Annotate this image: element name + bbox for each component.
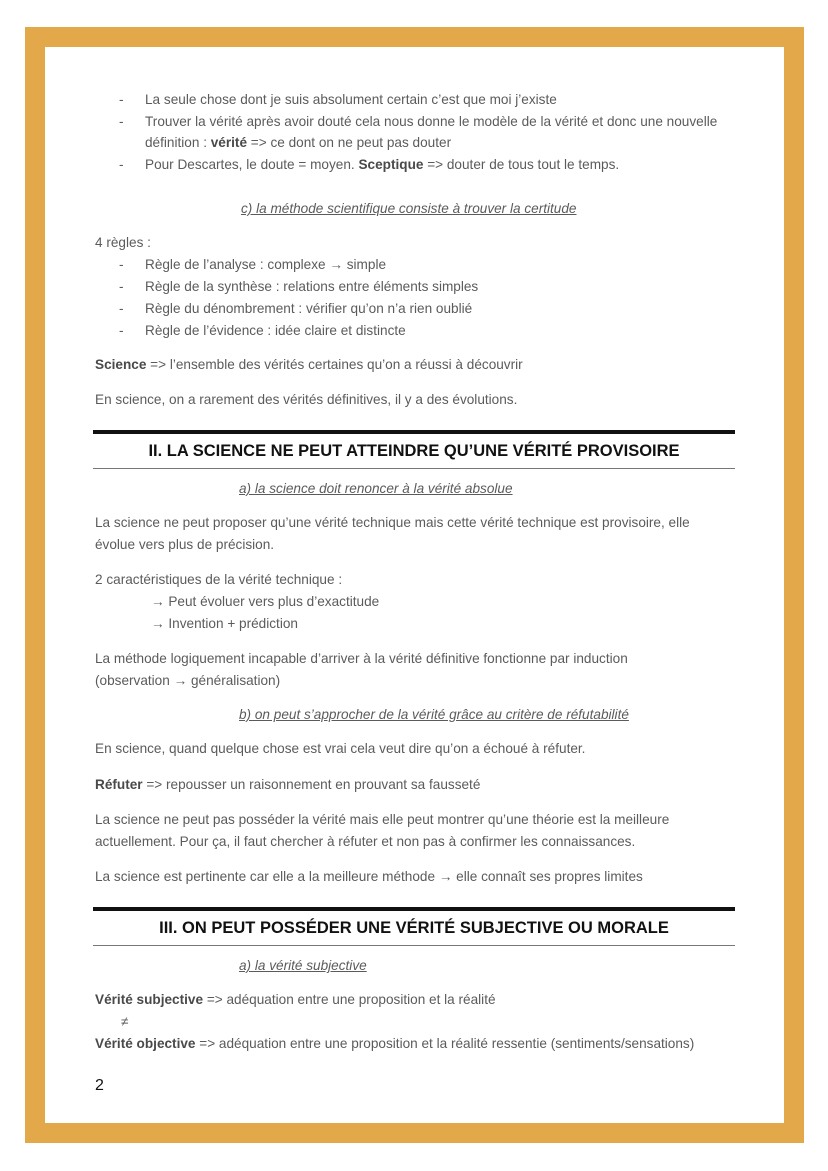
section-heading: II. LA SCIENCE NE PEUT ATTEINDRE QU’UNE VÉRITÉ PROVISOIRE <box>148 442 680 460</box>
page-border <box>25 27 804 1143</box>
heading-rule-bottom <box>93 945 735 946</box>
definition-objective <box>95 1034 694 1054</box>
bullet-text <box>145 155 619 175</box>
text-fragment: => adéquation entre une proposition et la réalité <box>203 992 496 1007</box>
text-fragment: => adéquation entre une proposition et la réalité ressentie (sentiments/sensations) <box>195 1036 695 1051</box>
definition-refuter <box>95 775 480 795</box>
rules-intro: 4 règles : <box>95 235 151 250</box>
bold-term: Vérité objective <box>95 1036 196 1051</box>
text-fragment: => repousser un raisonnement en prouvant sa fausseté <box>142 777 481 792</box>
bullet-dash: - <box>119 323 124 338</box>
document-page <box>45 47 784 1123</box>
heading-rule-bottom <box>93 468 735 469</box>
heading-rule-top <box>93 907 735 911</box>
paragraph: 2 caractéristiques de la vérité technique : <box>95 572 343 587</box>
definition-subjective <box>95 990 496 1010</box>
bullet-dash: - <box>119 157 124 172</box>
paragraph: La méthode logiquement incapable d’arriver à la vérité définitive fonctionne par induction <box>95 651 628 666</box>
bold-term: Sceptique <box>358 157 424 172</box>
text-fragment: => douter de tous tout le temps. <box>423 157 620 172</box>
bullet-dash: - <box>119 279 124 294</box>
rule-item: Règle de l’analyse : complexe → simple <box>145 257 387 272</box>
rule-item: Règle de l’évidence : idée claire et distincte <box>145 323 406 338</box>
subsection-title: b) on peut s’approcher de la vérité grâce au critère de réfutabilité <box>239 707 629 722</box>
not-equal-sign: ≠ <box>121 1014 129 1029</box>
bullet-dash: - <box>119 257 124 272</box>
paragraph: La science ne peut proposer qu’une vérité technique mais cette vérité technique est provisoire, elle <box>95 515 690 530</box>
bullet-text: Trouver la vérité après avoir douté cela nous donne le modèle de la vérité et donc une nouvelle <box>145 114 718 129</box>
section-heading: III. ON PEUT POSSÉDER UNE VÉRITÉ SUBJECTIVE OU MORALE <box>159 919 669 937</box>
subsection-title: a) la science doit renoncer à la vérité absolue <box>239 481 513 496</box>
bold-term: Science <box>95 357 147 372</box>
text-fragment: => ce dont on ne peut pas douter <box>247 135 452 150</box>
bold-term: Vérité subjective <box>95 992 204 1007</box>
paragraph: En science, on a rarement des vérités définitives, il y a des évolutions. <box>95 392 518 407</box>
paragraph: La science est pertinente car elle a la meilleure méthode → elle connaît ses propres limites <box>95 869 643 884</box>
bullet-text: La seule chose dont je suis absolument certain c’est que moi j’existe <box>145 92 557 107</box>
paragraph: La science ne peut pas posséder la vérité mais elle peut montrer qu’une théorie est la meilleure <box>95 812 670 827</box>
arrow-item: → Peut évoluer vers plus d’exactitude <box>151 594 380 609</box>
text-fragment: définition : <box>145 135 211 150</box>
bullet-dash: - <box>119 114 124 129</box>
definition-science <box>95 355 523 375</box>
bullet-text-continued <box>145 133 451 153</box>
paragraph: (observation → généralisation) <box>95 673 281 688</box>
paragraph: actuellement. Pour ça, il faut chercher à réfuter et non pas à confirmer les connaissances. <box>95 834 636 849</box>
heading-rule-top <box>93 430 735 434</box>
bold-term: Réfuter <box>95 777 143 792</box>
bullet-dash: - <box>119 301 124 316</box>
paragraph: évolue vers plus de précision. <box>95 537 275 552</box>
rule-item: Règle de la synthèse : relations entre éléments simples <box>145 279 479 294</box>
subsection-title: c) la méthode scientifique consiste à trouver la certitude <box>241 201 577 216</box>
arrow-item: → Invention + prédiction <box>151 616 298 631</box>
text-fragment: => l’ensemble des vérités certaines qu’on a réussi à découvrir <box>146 357 523 372</box>
rule-item: Règle du dénombrement : vérifier qu’on n’a rien oublié <box>145 301 473 316</box>
bold-term: vérité <box>210 135 248 150</box>
bullet-dash: - <box>119 92 124 107</box>
subsection-title: a) la vérité subjective <box>239 958 367 973</box>
page-number: 2 <box>95 1077 104 1094</box>
text-fragment: Pour Descartes, le doute = moyen. <box>145 157 359 172</box>
paragraph: En science, quand quelque chose est vrai cela veut dire qu’on a échoué à réfuter. <box>95 741 586 756</box>
